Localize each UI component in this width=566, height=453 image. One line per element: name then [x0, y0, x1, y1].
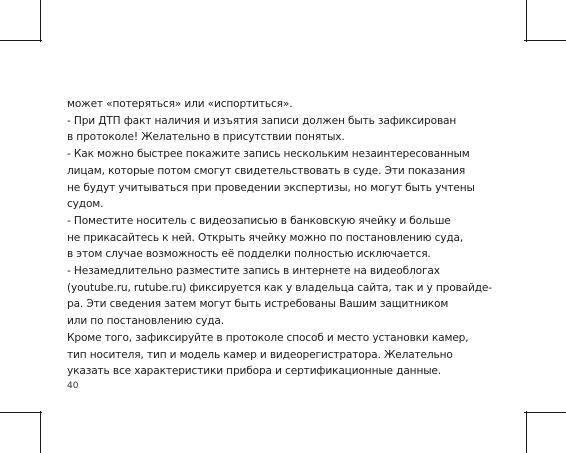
page-number: 40 [67, 381, 79, 391]
body-text [67, 96, 507, 380]
text-line: или по постановлению суда. [67, 315, 224, 328]
text-line: лицам, которые потом смогут свидетельствовать в суде. Эти показания [67, 164, 466, 177]
text-line: Кроме того, зафиксируйте в протоколе способ и место установки камер, [67, 331, 469, 344]
text-line: тип носителя, тип и модель камер и видеорегистратора. Желательно [67, 348, 453, 361]
text-line: - Незамедлительно разместите запись в интернете на видеоблогах [67, 265, 440, 278]
crop-mark-top-left-horizontal [0, 40, 42, 41]
text-line: может «потеряться» или «испортиться». [67, 98, 293, 110]
text-line: в протоколе! Желательно в присутствии понятых. [67, 131, 345, 144]
crop-mark-top-left-vertical [40, 0, 41, 42]
crop-mark-bottom-left-horizontal [0, 412, 42, 413]
crop-mark-bottom-right-horizontal [524, 412, 566, 413]
text-line: - Как можно быстрее покажите запись нескольким незаинтересованным [67, 148, 470, 161]
text-line: указать все характеристики прибора и сертификационные данные. [67, 365, 442, 378]
text-line: судом. [67, 198, 104, 211]
text-line: (youtube.ru, rutube.ru) фиксируется как у владельца сайта, так и у провайде- [67, 281, 492, 294]
crop-mark-bottom-left-vertical [40, 411, 41, 453]
crop-mark-top-right-horizontal [524, 40, 566, 41]
crop-mark-bottom-right-vertical [526, 411, 527, 453]
text-line: ра. Эти сведения затем могут быть истребованы Вашим защитником [67, 298, 449, 311]
text-line: - Поместите носитель с видеозаписью в банковскую ячейку и больше [67, 214, 451, 227]
text-line: - При ДТП факт наличия и изъятия записи должен быть зафиксирован [67, 114, 457, 127]
crop-mark-top-right-vertical [526, 0, 527, 42]
text-line: не будут учитываться при проведении экспертизы, но могут быть учтены [67, 181, 475, 194]
text-line: в этом случае возможность её подделки полностью исключается. [67, 248, 431, 261]
text-line: не прикасайтесь к ней. Открыть ячейку можно по постановлению суда, [67, 231, 464, 244]
